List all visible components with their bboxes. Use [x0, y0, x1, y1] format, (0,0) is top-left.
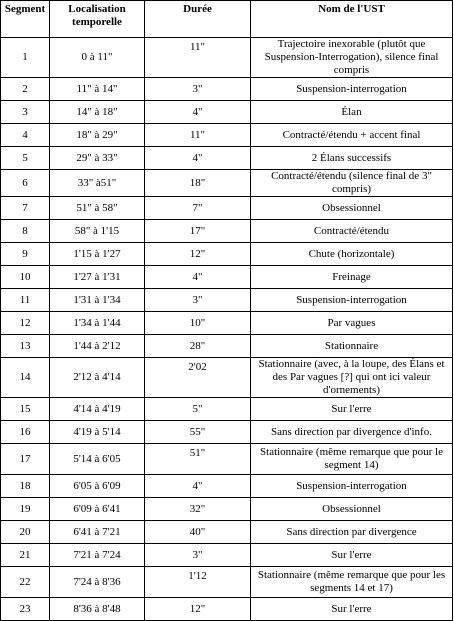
cell-localisation: 6'41 à 7'21 [50, 521, 145, 544]
cell-localisation: 51" à 58" [50, 197, 145, 220]
cell-duree: 12" [145, 243, 251, 266]
cell-segment: 11 [1, 289, 50, 312]
table-row [1, 124, 453, 147]
cell-nom: Freinage [251, 266, 453, 289]
table-body [1, 38, 453, 621]
cell-nom: Contracté/étendu [251, 220, 453, 243]
cell-segment: 2 [1, 78, 50, 101]
cell-nom: Suspension-interrogation [251, 78, 453, 101]
cell-nom: Stationnaire (même remarque que pour le segment 14) [251, 444, 453, 475]
cell-nom: Stationnaire [251, 335, 453, 358]
cell-localisation: 18" à 29" [50, 124, 145, 147]
table-row [1, 312, 453, 335]
table-row [1, 335, 453, 358]
cell-duree: 3" [145, 289, 251, 312]
cell-localisation: 4'19 à 5'14 [50, 421, 145, 444]
header-nom: Nom de l'UST [251, 1, 453, 38]
cell-localisation: 8'36 à 8'48 [50, 598, 145, 621]
table-row [1, 289, 453, 312]
table-row [1, 243, 453, 266]
cell-nom: Trajectoire inexorable (plutôt que Suspension-Interrogation), silence final compris [251, 38, 453, 78]
cell-localisation: 0 à 11" [50, 38, 145, 78]
cell-localisation: 33" à51" [50, 170, 145, 197]
cell-segment: 1 [1, 38, 50, 78]
cell-nom: Obsessionnel [251, 197, 453, 220]
cell-localisation: 29" à 33" [50, 147, 145, 170]
header-localisation [50, 1, 145, 38]
cell-duree: 51" [145, 444, 251, 475]
cell-duree: 4" [145, 101, 251, 124]
cell-segment: 9 [1, 243, 50, 266]
cell-localisation: 4'14 à 4'19 [50, 398, 145, 421]
cell-localisation: 7'24 à 8'36 [50, 567, 145, 598]
cell-segment: 7 [1, 197, 50, 220]
cell-nom: Sur l'erre [251, 544, 453, 567]
table-row [1, 266, 453, 289]
cell-localisation: 5'14 à 6'05 [50, 444, 145, 475]
cell-segment: 5 [1, 147, 50, 170]
table-row [1, 521, 453, 544]
cell-duree: 11" [145, 124, 251, 147]
cell-segment: 18 [1, 475, 50, 498]
cell-nom: Suspension-interrogation [251, 289, 453, 312]
cell-localisation: 14" à 18" [50, 101, 145, 124]
cell-localisation: 2'12 à 4'14 [50, 358, 145, 398]
table-row [1, 421, 453, 444]
cell-nom: Contracté/étendu + accent final [251, 124, 453, 147]
cell-localisation: 11" à 14" [50, 78, 145, 101]
cell-localisation: 7'21 à 7'24 [50, 544, 145, 567]
cell-localisation: 6'05 à 6'09 [50, 475, 145, 498]
cell-duree: 40" [145, 521, 251, 544]
cell-segment: 21 [1, 544, 50, 567]
cell-segment: 8 [1, 220, 50, 243]
cell-duree: 11" [145, 38, 251, 78]
cell-nom: Par vagues [251, 312, 453, 335]
cell-segment: 6 [1, 170, 50, 197]
cell-localisation: 1'44 à 2'12 [50, 335, 145, 358]
cell-duree: 18" [145, 170, 251, 197]
cell-duree: 4" [145, 147, 251, 170]
table-row [1, 101, 453, 124]
table-row [1, 220, 453, 243]
cell-localisation: 1'27 à 1'31 [50, 266, 145, 289]
cell-duree: 12" [145, 598, 251, 621]
cell-segment: 10 [1, 266, 50, 289]
cell-duree: 4" [145, 266, 251, 289]
table-row [1, 398, 453, 421]
cell-duree: 4" [145, 475, 251, 498]
cell-duree: 17" [145, 220, 251, 243]
header-localisation-line2: temporelle [72, 16, 122, 28]
cell-duree: 1'12 [145, 567, 251, 598]
cell-nom: Sur l'erre [251, 398, 453, 421]
cell-nom: Sur l'erre [251, 598, 453, 621]
cell-nom: Stationnaire (avec, à la loupe, des Élans et des Par vagues [?] qui ont ici valeur d'ornements) [251, 358, 453, 398]
table-row [1, 544, 453, 567]
cell-duree: 32" [145, 498, 251, 521]
cell-duree: 3" [145, 78, 251, 101]
table-row [1, 567, 453, 598]
table-row [1, 170, 453, 197]
cell-duree: 5" [145, 398, 251, 421]
cell-nom: Chute (horizontale) [251, 243, 453, 266]
cell-segment: 14 [1, 358, 50, 398]
cell-segment: 19 [1, 498, 50, 521]
cell-segment: 16 [1, 421, 50, 444]
cell-duree: 3" [145, 544, 251, 567]
cell-nom: 2 Élans successifs [251, 147, 453, 170]
cell-duree: 2'02 [145, 358, 251, 398]
cell-duree: 10" [145, 312, 251, 335]
header-localisation-line1: Localisation [68, 3, 126, 15]
cell-segment: 3 [1, 101, 50, 124]
cell-segment: 17 [1, 444, 50, 475]
cell-nom: Obsessionnel [251, 498, 453, 521]
cell-nom: Sans direction par divergence [251, 521, 453, 544]
cell-segment: 13 [1, 335, 50, 358]
header-segment: Segment [1, 1, 50, 38]
table-header-row [1, 1, 453, 38]
cell-localisation: 58" à 1'15 [50, 220, 145, 243]
cell-segment: 20 [1, 521, 50, 544]
cell-localisation: 1'31 à 1'34 [50, 289, 145, 312]
cell-duree: 7" [145, 197, 251, 220]
cell-nom: Sans direction par divergence d'info. [251, 421, 453, 444]
cell-nom: Contracté/étendu (silence final de 3" compris) [251, 170, 453, 197]
cell-duree: 55" [145, 421, 251, 444]
cell-segment: 4 [1, 124, 50, 147]
cell-localisation: 1'34 à 1'44 [50, 312, 145, 335]
cell-nom: Stationnaire (même remarque que pour les segments 14 et 17) [251, 567, 453, 598]
header-duree: Durée [145, 1, 251, 38]
table-row [1, 358, 453, 398]
cell-segment: 23 [1, 598, 50, 621]
table-row [1, 38, 453, 78]
table-row [1, 475, 453, 498]
table-row [1, 147, 453, 170]
cell-nom: Suspension-interrogation [251, 475, 453, 498]
table-row [1, 78, 453, 101]
table-row [1, 197, 453, 220]
table-row [1, 444, 453, 475]
cell-localisation: 6'09 à 6'41 [50, 498, 145, 521]
cell-localisation: 1'15 à 1'27 [50, 243, 145, 266]
cell-segment: 22 [1, 567, 50, 598]
cell-segment: 12 [1, 312, 50, 335]
table-row [1, 498, 453, 521]
cell-duree: 28" [145, 335, 251, 358]
cell-segment: 15 [1, 398, 50, 421]
table-row [1, 598, 453, 621]
cell-nom: Élan [251, 101, 453, 124]
